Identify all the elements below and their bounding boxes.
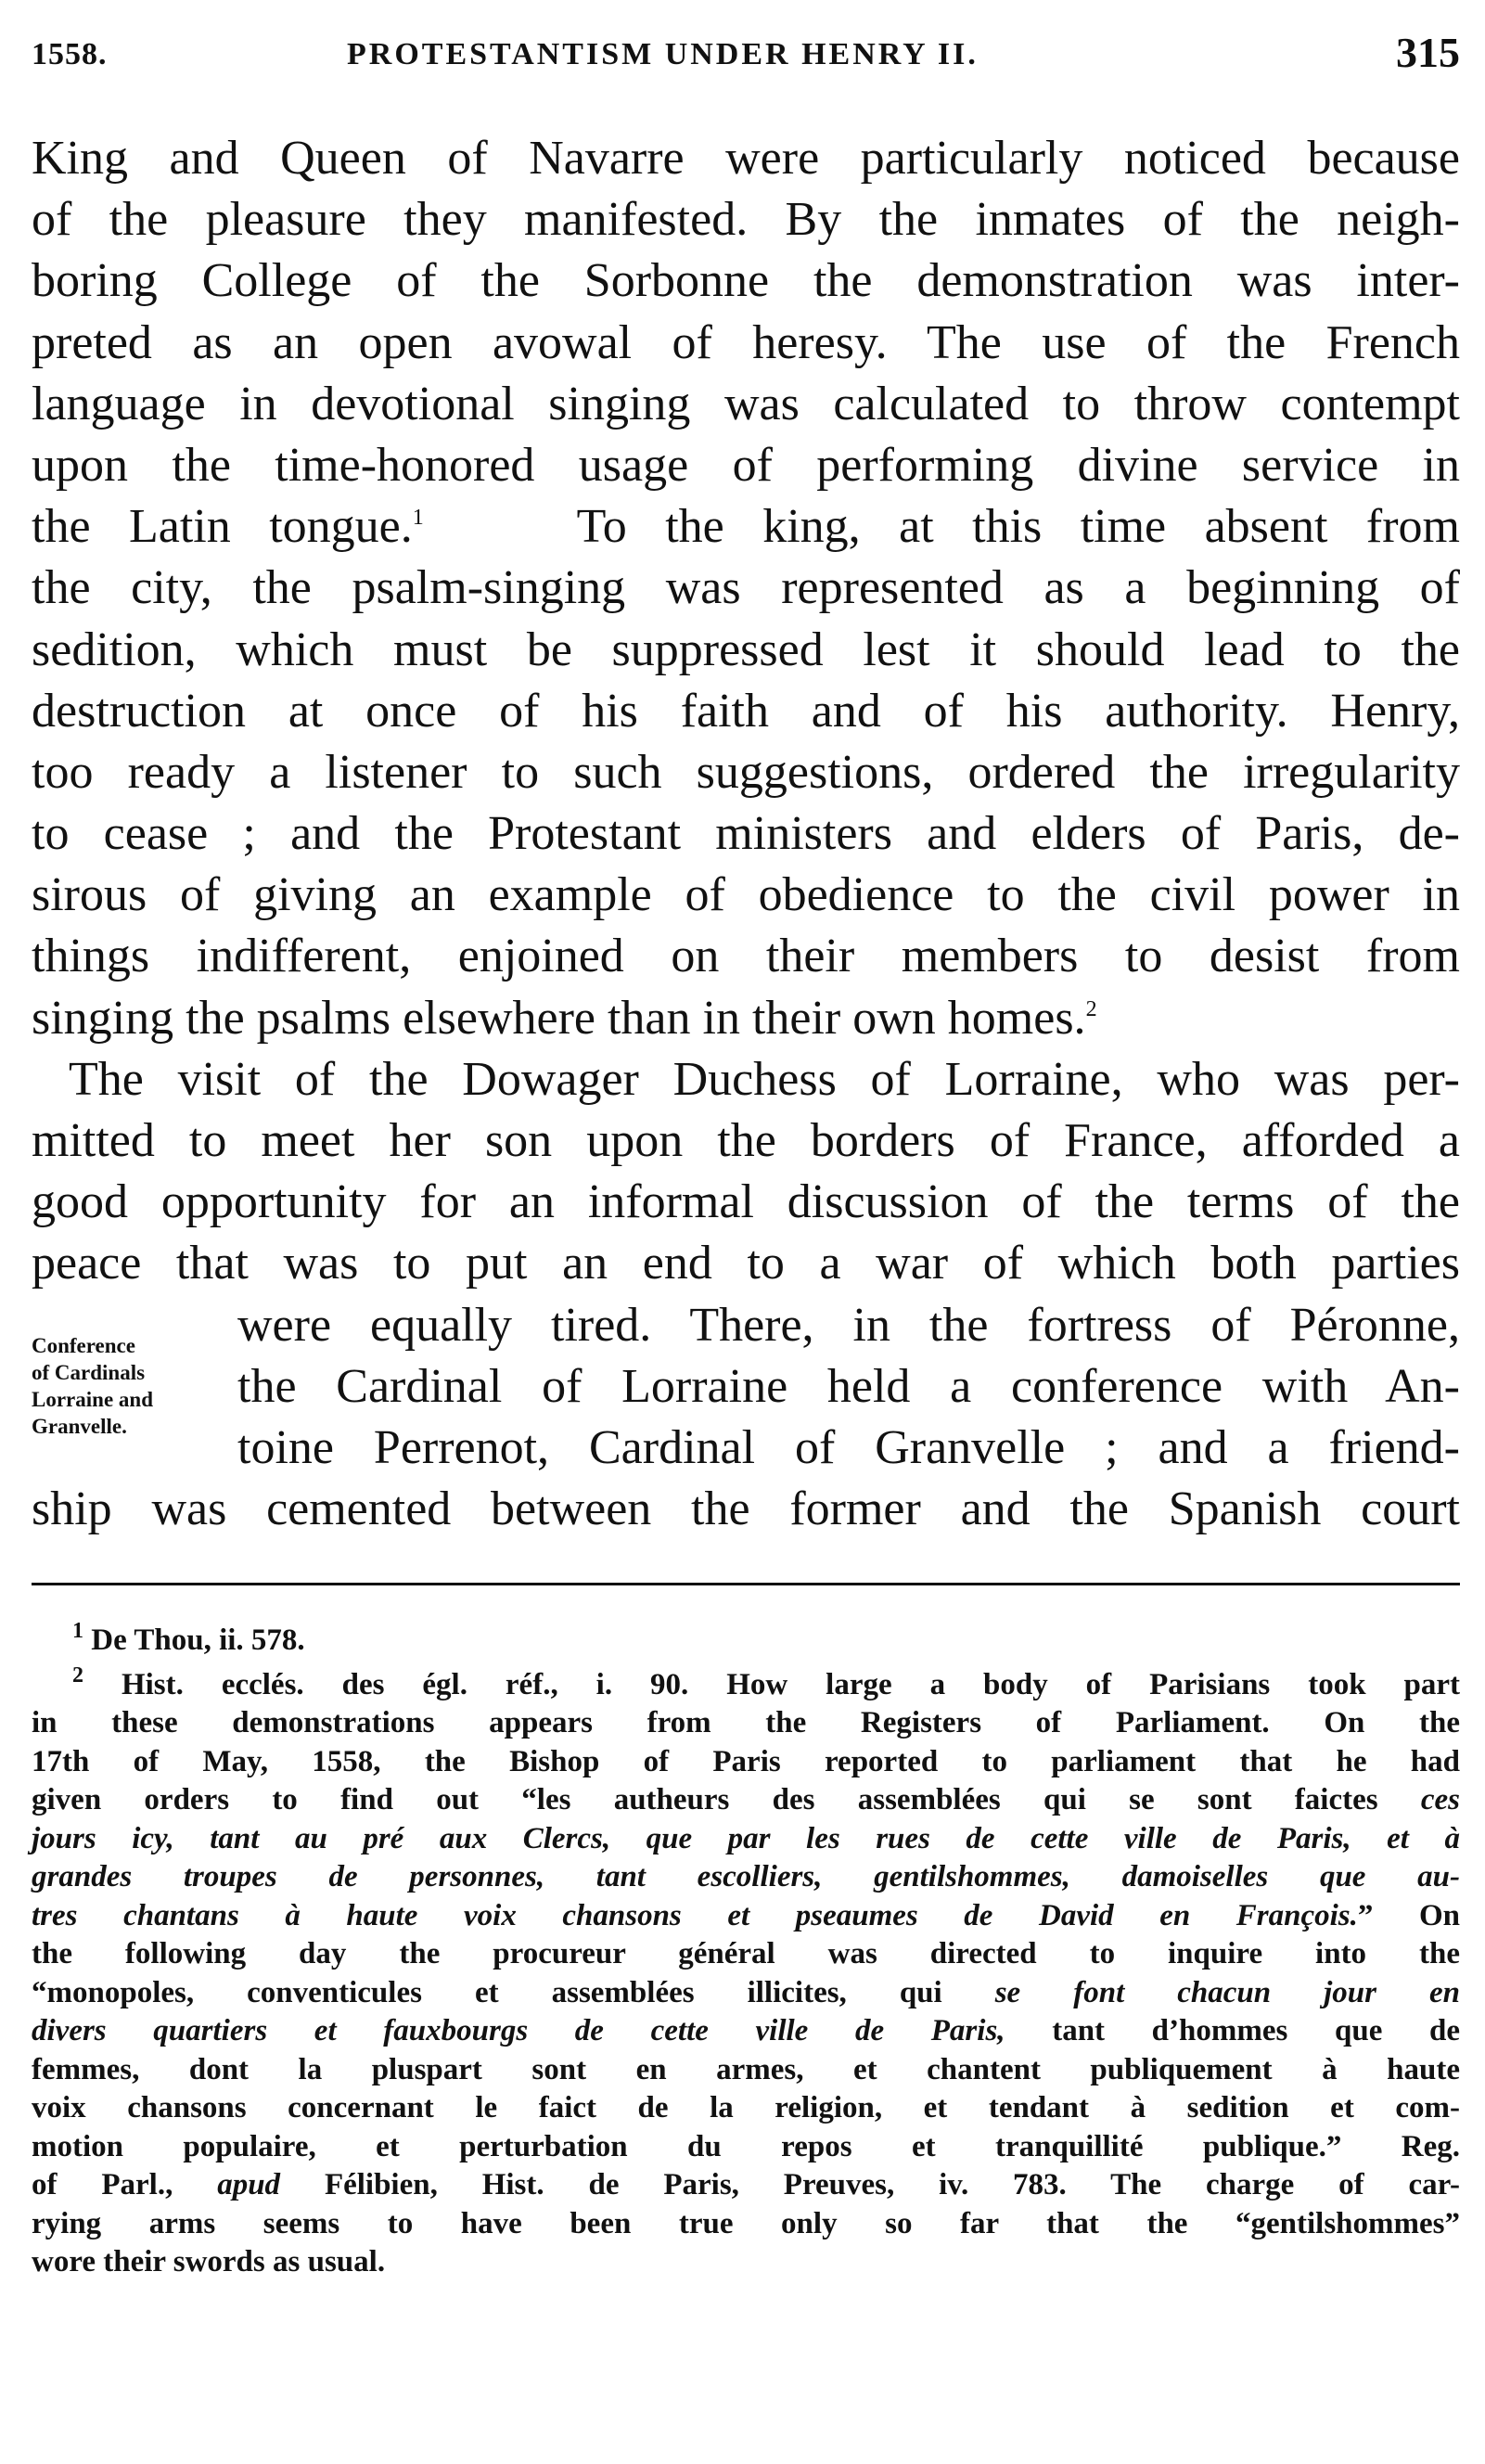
footnote-mark: 1: [72, 1619, 83, 1643]
body-line: upon the time-honored usage of performing divine service in: [32, 438, 1460, 492]
footnote-line: [32, 2012, 1460, 2051]
body-text-run: singing the psalms elsewhere than in their own homes.: [32, 991, 1086, 1045]
footnote-line: wore their swords as usual.: [32, 2245, 386, 2278]
footnote-reference-2[interactable]: 2: [1085, 996, 1097, 1021]
body-line: of the pleasure they manifested. By the inmates of the neigh-: [32, 193, 1460, 247]
footnote-line: voix chansons concernant le faict de la religion, et tendant à sedition et com-: [32, 2091, 1460, 2124]
footnote-1: [32, 1619, 1460, 1661]
body-line: [32, 988, 1460, 1049]
footnote-text: “monopoles, conventicules et assemblées illicites, qui: [32, 1975, 942, 2009]
footnote-line: femmes, dont la pluspart sont en armes, et chantent publiquement à haute: [32, 2052, 1460, 2086]
footnote-text: Hist. ecclés. des égl. réf., i. 90. How large a body of Parisians took part: [121, 1667, 1461, 1701]
footnote-mark: 2: [72, 1662, 83, 1688]
footnote-italic: grandes troupes de personnes, tant escolliers, gentilshommes, damoiselles que au-: [32, 1860, 1460, 1893]
body-text: [32, 128, 1460, 1540]
footnotes: [32, 1619, 1461, 2282]
body-line: language in devotional singing was calculated to throw contempt: [32, 377, 1460, 430]
body-line: ship was cemented between the former and the Spanish court: [32, 1482, 1460, 1536]
body-line: the Cardinal of Lorraine held a conference with An-: [237, 1359, 1460, 1413]
body-line: boring College of the Sorbonne the demonstration was inter-: [32, 254, 1460, 308]
body-line: good opportunity for an informal discussion of the terms of the: [32, 1175, 1460, 1229]
body-line: [32, 496, 1460, 558]
footnote-text: Félibien, Hist. de Paris, Preuves, iv. 783. The charge of car-: [324, 2168, 1461, 2201]
page-number: 315: [1396, 29, 1460, 76]
footnote-line: [32, 1974, 1460, 2013]
footnote-line: [32, 1858, 1460, 1897]
body-line: preted as an open avowal of heresy. The use of the French: [32, 315, 1460, 369]
footnote-text: of Parl.,: [32, 2168, 173, 2201]
header-year: 1558.: [32, 37, 108, 71]
footnote-reference-1[interactable]: 1: [412, 506, 424, 531]
footnote-line: rying arms seems to have been true only so far that the “gentilshommes”: [32, 2206, 1460, 2240]
footnote-text: ” On: [1357, 1898, 1460, 1932]
body-line: sedition, which must be suppressed lest it should lead to the: [32, 622, 1460, 676]
body-line: peace that was to put an end to a war of which both parties: [32, 1237, 1460, 1290]
footnote-text: tant d’hommes que de: [1052, 2014, 1461, 2047]
footnote-line: 17th of May, 1558, the Bishop of Paris reported to parliament that he had: [32, 1744, 1460, 1778]
footnote-italic: jours icy, tant au pré aux Clercs, que par les rues de cette ville de Paris, et à: [32, 1821, 1460, 1855]
body-line: the city, the psalm-singing was represented as a beginning of: [32, 561, 1460, 615]
body-line: were equally tired. There, in the fortress of Péronne,: [237, 1298, 1460, 1352]
footnote-line: motion populaire, et perturbation du repos et tranquillité publique.” Reg.: [32, 2129, 1460, 2163]
body-line: destruction at once of his faith and of his authority. Henry,: [32, 684, 1460, 738]
body-line: mitted to meet her son upon the borders of France, afforded a: [32, 1114, 1460, 1167]
sidenote-line: of Cardinals: [32, 1361, 146, 1384]
footnote-italic: ces: [1420, 1783, 1461, 1816]
footnote-2: [32, 1662, 1461, 1705]
body-line: to cease ; and the Protestant ministers and elders of Paris, de-: [32, 807, 1460, 861]
footnote-line: [32, 1820, 1460, 1859]
body-line: too ready a listener to such suggestions, ordered the irregularity: [32, 745, 1460, 799]
footnote-text: given orders to find out “les autheurs des assemblées qui se sont faictes: [32, 1783, 1378, 1816]
footnote-text: De Thou, ii. 578.: [91, 1623, 305, 1657]
body-text-run: the Latin tongue.: [32, 500, 413, 554]
sidenote-line: Conference: [32, 1334, 135, 1357]
body-text-run: To the king, at this time absent from: [576, 500, 1460, 554]
footnote-line: [32, 2166, 1460, 2205]
body-line: sirous of giving an example of obedience to the civil power in: [32, 868, 1460, 922]
footnote-italic: se font chacun jour en: [994, 1975, 1460, 2009]
footnote-italic: tres chantans à haute voix chansons et pseaumes de David en François.: [32, 1898, 1358, 1932]
footnote-line: the following day the procureur général was directed to inquire into the: [32, 1937, 1460, 1970]
body-line: toine Perrenot, Cardinal of Granvelle ; and a friend-: [237, 1420, 1460, 1474]
running-header: [32, 28, 1460, 83]
sidenote-line: Lorraine and: [32, 1388, 153, 1411]
header-title: PROTESTANTISM UNDER HENRY II.: [347, 37, 979, 71]
body-line: King and Queen of Navarre were particularly noticed because: [32, 132, 1460, 185]
footnote-line: [32, 1781, 1460, 1820]
footnote-divider: [32, 1583, 1460, 1585]
footnote-italic: divers quartiers et fauxbourgs de cette ville de Paris,: [32, 2014, 1005, 2047]
body-line: things indifferent, enjoined on their members to desist from: [32, 930, 1460, 983]
paragraph-start: The visit of the Dowager Duchess of Lorraine, who was per-: [69, 1052, 1460, 1106]
marginal-note: [32, 1332, 226, 1440]
sidenote-line: Granvelle.: [32, 1415, 127, 1438]
footnote-line: in these demonstrations appears from the Registers of Parliament. On the: [32, 1706, 1460, 1739]
footnote-italic: apud: [217, 2168, 281, 2201]
footnote-line: [32, 1897, 1460, 1936]
